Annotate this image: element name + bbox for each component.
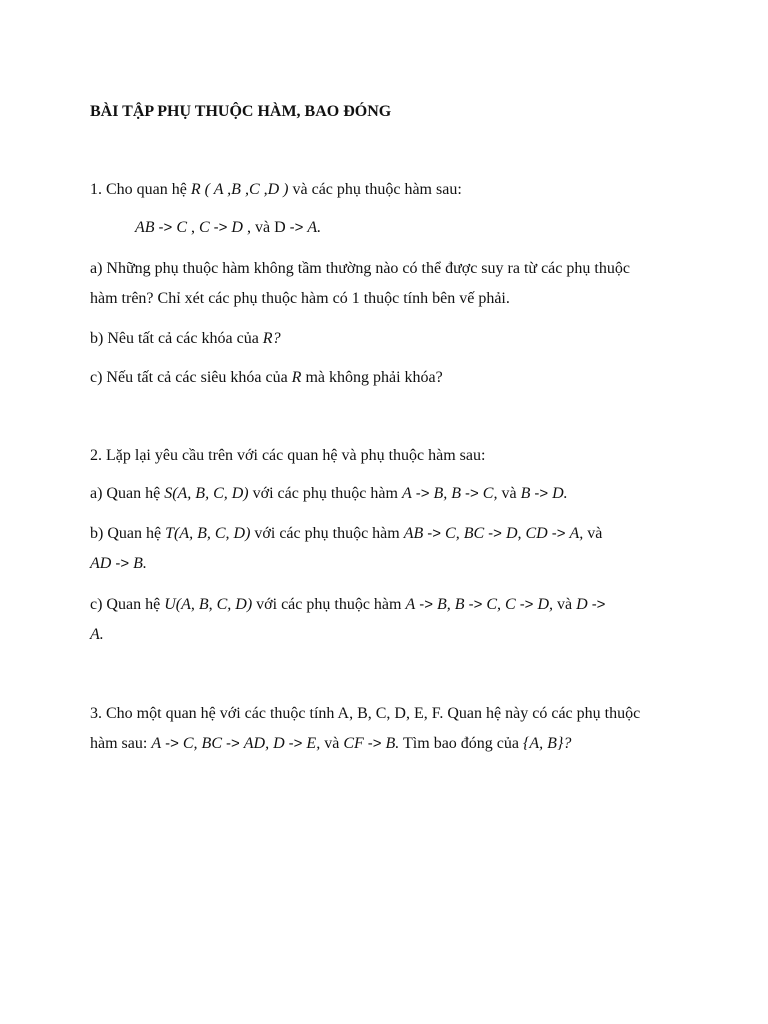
q1-c-text: c) Nếu tất cả các siêu khóa của [90, 369, 292, 386]
q1-b-italic: R? [262, 330, 281, 347]
arrow: -> [415, 485, 430, 502]
q2-b-pre: b) Quan hệ [90, 525, 166, 542]
arrow: -> [419, 596, 434, 613]
q3-fd1-right: C, BC [182, 735, 222, 752]
q1-part-a [90, 254, 710, 314]
q2-b-fd1-left: AB [403, 525, 424, 542]
q1-sep2: , và D [242, 219, 290, 236]
q2-c-mid: với các phụ thuộc hàm [252, 596, 406, 613]
q3-and: và [320, 735, 344, 752]
arrow: -> [288, 735, 303, 752]
q2-c-pre: c) Quan hệ [90, 596, 165, 613]
q2-c-fd4-right: A. [90, 626, 104, 643]
q1-fd2-left: C [198, 219, 210, 236]
arrow: -> [551, 525, 566, 542]
q2-a-fd1-right: B, B [433, 485, 462, 502]
q3-line1: 3. Cho một quan hệ với các thuộc tính A, B, C, D, E, F. Quan hệ này có các phụ thuộc [90, 705, 641, 722]
arrow: -> [519, 596, 534, 613]
q2-a-pre: a) Quan hệ [90, 485, 165, 502]
arrow: -> [115, 555, 130, 572]
q1-fd1-left: AB [135, 219, 155, 236]
q2-a-mid: với các phụ thuộc hàm [248, 485, 402, 502]
q1-a-line1: a) Những phụ thuộc hàm không tầm thường nào có thể được suy ra từ các phụ thuộc [90, 260, 630, 277]
q1-fd2-right: D [231, 219, 243, 236]
q2-a-fd3-right: D. [552, 485, 568, 502]
q3 [90, 699, 710, 759]
arrow: -> [534, 485, 549, 502]
q2-c-fd1-right: B, B [437, 596, 465, 613]
q1-dependencies [135, 213, 755, 243]
q2-a-fd2-right: C, [482, 485, 498, 502]
q2-b-relation: T(A, B, C, D) [165, 525, 251, 542]
q2-a-fd3-left: B [520, 485, 531, 502]
q2-a-relation: S(A, B, C, D) [164, 485, 249, 502]
arrow: -> [465, 485, 479, 502]
page-title: BÀI TẬP PHỤ THUỘC HÀM, BAO ĐÓNG [90, 103, 392, 120]
arrow: -> [213, 219, 228, 236]
q2-c-fd4-left: D [576, 596, 588, 613]
q2-b-fd4-right: B. [133, 555, 147, 572]
q3-closure: {A, B}? [523, 735, 572, 752]
q1-a-line2: hàm trên? Chỉ xét các phụ thuộc hàm có 1 thuộc tính bên vế phải. [90, 290, 510, 307]
q2-c-relation: U(A, B, C, D) [164, 596, 253, 613]
q1-c-italic: R [291, 369, 302, 386]
q2-b-mid: với các phụ thuộc hàm [250, 525, 404, 542]
q2-a-fd1-left: A [401, 485, 412, 502]
q1-intro-a: 1. Cho quan hệ [90, 181, 191, 198]
q3-fd2-right: AD, D [243, 735, 285, 752]
arrow: -> [165, 735, 179, 752]
q2-c-fd2-right: C, C [486, 596, 516, 613]
q3-fd4-right: B. [385, 735, 400, 752]
q2-part-b [90, 519, 710, 579]
q1-fd3-right: A. [307, 219, 322, 236]
q3-fd3-right: E, [306, 735, 321, 752]
q2-b-fd2-right: D, CD [505, 525, 548, 542]
q1-intro-b: và các phụ thuộc hàm sau: [288, 181, 462, 198]
q2-c-and: và [553, 596, 577, 613]
q1-relation: R ( A ,B ,C ,D ) [190, 181, 289, 198]
q1-b-text: b) Nêu tất cả các khóa của [90, 330, 263, 347]
q2-b-fd1-right: C, BC [445, 525, 485, 542]
arrow: -> [468, 596, 483, 613]
q2-part-a [90, 479, 710, 509]
q1-part-c [90, 363, 710, 393]
arrow: -> [367, 735, 382, 752]
arrow: -> [488, 525, 502, 542]
arrow: -> [289, 219, 304, 236]
arrow: -> [591, 596, 606, 613]
q2-b-fd3-right: A, [569, 525, 584, 542]
arrow: -> [158, 219, 173, 236]
arrow: -> [427, 525, 442, 542]
q1-c-rest: mà không phải khóa? [301, 369, 443, 386]
q2-part-c [90, 590, 710, 650]
q1-fd1-right: C [176, 219, 187, 236]
arrow: -> [226, 735, 240, 752]
q1-intro [90, 175, 710, 205]
q1-sep1: , [186, 219, 199, 236]
q3-tail: Tìm bao đóng của [399, 735, 523, 752]
q2-c-fd1-left: A [405, 596, 416, 613]
q3-l2-pre: hàm sau: [90, 735, 152, 752]
q2-c-fd3-right: D, [537, 596, 554, 613]
q1-part-b [90, 324, 710, 354]
q3-fd4-left: CF [343, 735, 364, 752]
q3-fd1-left: A [151, 735, 162, 752]
q2-a-and: và [497, 485, 521, 502]
q2-intro: 2. Lặp lại yêu cầu trên với các quan hệ và phụ thuộc hàm sau: [90, 447, 486, 464]
q2-b-and: và [583, 525, 603, 542]
q2-b-fd4-left: AD [90, 555, 112, 572]
